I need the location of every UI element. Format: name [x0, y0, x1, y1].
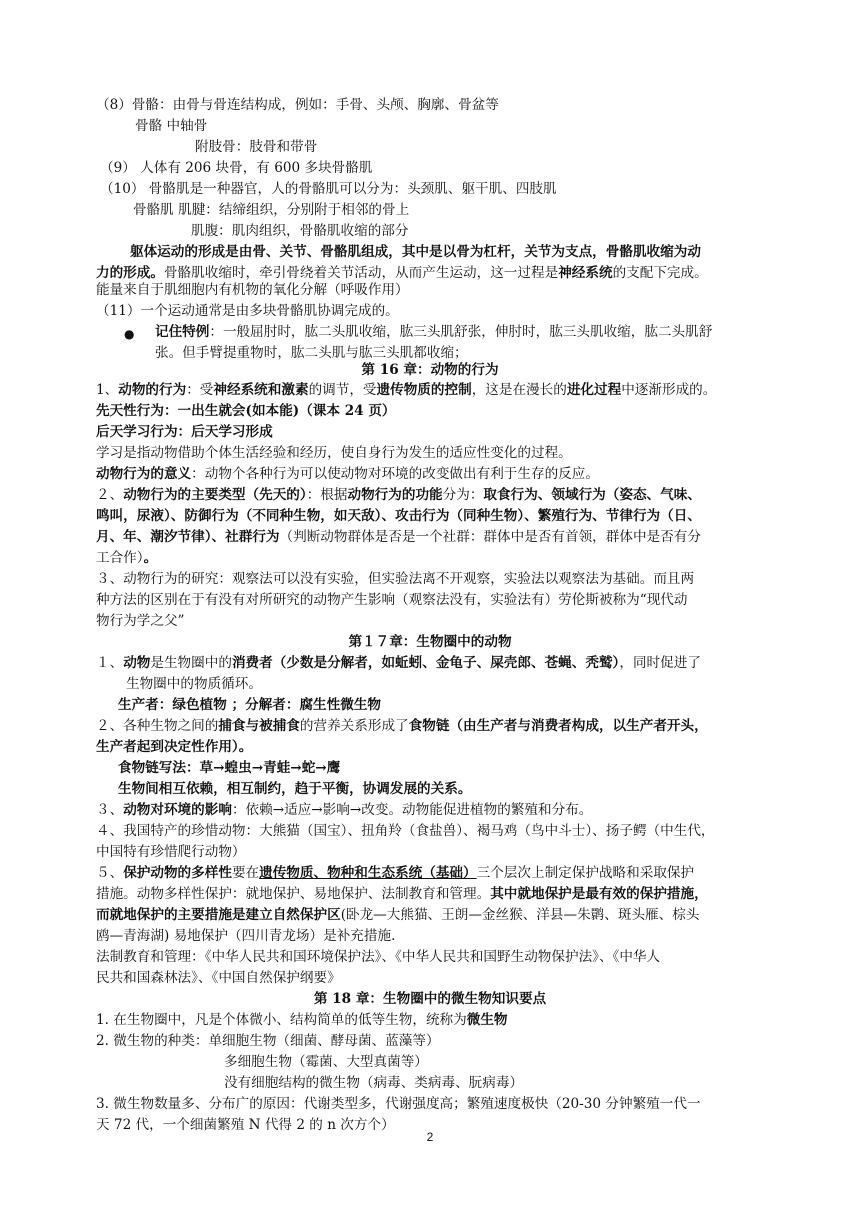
text-run: 肌腹：肌肉组织，骨骼肌收缩的部分: [191, 223, 409, 239]
text-run: 要在: [231, 865, 260, 881]
text-line: [100, 158, 372, 179]
text-line: [96, 716, 708, 737]
text-run: 生产者起到决定性作用）。: [96, 739, 253, 755]
text-line: [96, 95, 499, 116]
text-run: 能量来自于肌细胞内有机物的氧化分解（呼吸作用）: [96, 282, 409, 298]
text-run: 中国特有珍惜爬行动物）: [96, 844, 246, 860]
text-run: 动物行为的意义: [96, 466, 192, 482]
text-run: 学习是指动物借助个体生活经验和经历，使自身行为发生的适应性变化的过程。: [96, 445, 572, 461]
text-run: 多细胞生物（霉菌、大型真菌等）: [224, 1054, 428, 1070]
text-run: 中逐渐形成的。: [621, 382, 717, 398]
text-run: 三个层次上制定保护战略和采取保护: [476, 865, 695, 881]
text-run: 生产者：绿色植物 ；分解者：腐生性微生物: [118, 697, 382, 713]
chapter-heading: [0, 989, 860, 1010]
text-line: [224, 1052, 428, 1073]
text-run: 物行为学之父”: [96, 613, 185, 629]
text-run: （11）一个运动通常是由多块骨骼肌协调完成的。: [96, 303, 399, 319]
text-run: 措施。动物多样性保护：就地保护、易地保护、法制教育和管理。: [96, 886, 491, 902]
text-run: ：根据: [306, 487, 348, 503]
text-line: [96, 464, 599, 485]
text-line: [96, 485, 701, 506]
text-run: 种方法的区别在于有没有对所研究的动物产生影响（观察法没有，实验法有）劳伦斯被称为“现代动: [96, 592, 688, 608]
text-run: ，同时促进了: [619, 655, 701, 671]
text-line: [191, 221, 409, 242]
text-run: 法制教育和管理：《中华人民共和国环境保护法》、《中华人民共和国野生动物保护法》、《中华人: [96, 949, 661, 965]
text-line: [118, 758, 340, 779]
text-line: [96, 863, 694, 884]
bullet-icon: ●: [124, 327, 135, 341]
text-line: [96, 422, 273, 443]
text-run: 捕食与被捕食: [218, 718, 300, 734]
text-run: １、: [96, 655, 124, 671]
text-line: [96, 653, 701, 674]
text-run: 而就地保护的主要措施是建立自然保护区: [96, 907, 341, 923]
text-run: 的支配下完成。: [612, 265, 708, 281]
text-run: 食物链写法：草→蝗虫→青蛙→蛇→鹰: [118, 760, 341, 776]
text-line: [96, 280, 409, 301]
chapter-heading: [0, 632, 860, 653]
text-line: [96, 527, 701, 548]
text-run: 附肢骨：肢骨和带骨: [195, 139, 318, 155]
text-run: ４、我国特产的珍惜动物：大熊猫（国宝）、扭角羚（食盐兽）、褐马鸡（鸟中斗士）、扬子鳄（中生代，: [96, 823, 715, 839]
text-run: 。: [143, 550, 158, 566]
text-line: [96, 1010, 508, 1031]
text-run: 后天学习行为：后天学习形成: [96, 424, 273, 440]
text-run: 第 16 章：动物的行为: [361, 362, 499, 378]
text-line: [96, 905, 699, 926]
text-run: 先天性行为：一出生就会(如本能)（课本 24 页）: [96, 403, 396, 419]
text-run: 动物行为的功能: [347, 487, 443, 503]
text-run: 消费者（少数是分解者，如蚯蚓、金龟子、屎壳郎、苍蝇、秃鹫）: [231, 655, 620, 671]
text-line: [96, 590, 687, 611]
text-run: 月、年、潮汐节律）、社群行为: [96, 529, 280, 545]
text-run: 民共和国森林法》、《中国自然保护纲要》: [96, 970, 341, 986]
chapter-heading: [0, 360, 860, 381]
text-line: [96, 800, 592, 821]
text-line: [96, 611, 185, 632]
text-line: [96, 506, 701, 527]
text-run: ３、: [96, 802, 124, 818]
text-run: 神经系统和激素: [213, 382, 309, 398]
text-line: [96, 301, 399, 322]
text-run: 鸣叫，尿液）、防御行为（不同种生物，如天敌）、攻击行为（同种生物）、繁殖行为、节律行为（日、: [96, 508, 701, 524]
text-line: [96, 1031, 440, 1052]
text-run: ：受: [186, 382, 214, 398]
text-line: [96, 443, 572, 464]
text-line: [96, 569, 694, 590]
text-run: 进化过程: [566, 382, 622, 398]
text-run: 动物行为的主要类型（先天的）: [123, 487, 307, 503]
text-run: 力的形成。: [96, 265, 164, 281]
text-run: ，这是在漫长的: [471, 382, 567, 398]
text-run: 保护动物的多样性: [123, 865, 232, 881]
text-run: 3. 微生物数量多、分布广的原因：代谢类型多，代谢强度高；繁殖速度极快（20-30 分钟繁殖一代一: [96, 1096, 701, 1112]
text-run: 2. 微生物的种类：单细胞生物（细菌、酵母菌、蓝藻等）: [96, 1033, 440, 1049]
text-line: [224, 1073, 523, 1094]
text-line: [96, 1094, 701, 1115]
text-run: 记住特例: [155, 324, 210, 340]
text-line: [96, 548, 157, 569]
text-run: 第 18 章：生物圈中的微生物知识要点: [313, 991, 547, 1007]
text-line: [96, 401, 396, 422]
text-run: 其中就地保护是最有效的保护措施，: [490, 886, 708, 902]
text-run: 动物对环境的影响: [123, 802, 232, 818]
text-run: 1. 在生物圈中，凡是个体微小、结构简单的低等生物，统称为: [96, 1012, 467, 1028]
text-run: ２、各种生物之间的: [96, 718, 219, 734]
text-line: [96, 380, 716, 401]
text-run: （判断动物群体是否是一个社群：群体中是否有首领，群体中是否有分: [279, 529, 701, 545]
text-run: ：依赖→适应→影响→改变。动物能促进植物的繁殖和分布。: [231, 802, 593, 818]
text-run: 张。但手臂提重物时，肱二头肌与肱三头肌都收缩；: [155, 345, 468, 361]
text-run: ：一般屈肘时，肱二头肌收缩，肱三头肌舒张，伸肘时，肱三头肌收缩，肱二头肌舒: [209, 324, 713, 340]
text-run: （10） 骨骼肌是一种器官，人的骨骼肌可以分为：头颈肌、躯干肌、四肢肌: [100, 181, 557, 197]
text-run: 生物圈中的物质循环。: [126, 676, 262, 692]
text-line: [118, 695, 381, 716]
text-run: 生物间相互依赖，相互制约，趋于平衡，协调发展的关系。: [118, 781, 472, 797]
text-line: [96, 737, 252, 758]
text-run: ：动物个各种行为可以使动物对环境的改变做出有利于生存的反应。: [191, 466, 599, 482]
text-run: 第１７章：生物圈中的动物: [348, 634, 512, 650]
text-run: ５、: [96, 865, 124, 881]
text-line: [126, 674, 262, 695]
text-line: [96, 821, 715, 842]
text-run: 取食行为、领域行为（姿态、气味、: [483, 487, 701, 503]
text-line: [96, 842, 246, 863]
text-run: 是生物圈中的: [150, 655, 232, 671]
text-run: 的调节，受: [308, 382, 377, 398]
text-run: ３、动物行为的研究：观察法可以没有实验，但实验法离不开观察，实验法以观察法为基础。而且两: [96, 571, 695, 587]
text-line: [130, 242, 701, 263]
text-run: （9） 人体有 206 块骨，有 600 多块骨骼肌: [100, 160, 373, 176]
text-run: 工合作）: [96, 550, 144, 566]
text-run: 遗传物质、物种和生态系统（基础）: [259, 865, 477, 881]
text-run: （8）骨骼：由骨与骨连结构成，例如：手骨、头颅、胸廓、骨盆等: [96, 97, 499, 113]
text-run: 没有细胞结构的微生物（病毒、类病毒、朊病毒）: [224, 1075, 524, 1091]
text-line: [96, 968, 341, 989]
text-run: 神经系统: [558, 265, 613, 281]
text-run: (卧龙—大熊猫、王朗—金丝猴、洋县—朱鹮、斑头雁、棕头: [340, 907, 700, 923]
text-run: 1、: [96, 382, 119, 398]
text-run: 微生物: [466, 1012, 508, 1028]
text-line: [96, 947, 660, 968]
text-run: 分为：: [442, 487, 484, 503]
text-line: [96, 926, 395, 947]
text-line: [155, 322, 712, 343]
page-number: 2: [426, 1130, 434, 1144]
text-run: ２、: [96, 487, 124, 503]
text-run: 遗传物质的控制: [376, 382, 472, 398]
text-run: 动物的行为: [118, 382, 187, 398]
text-run: 食物链（由生产者与消费者构成，以生产者开头，: [408, 718, 708, 734]
text-line: [100, 179, 557, 200]
text-line: [133, 200, 409, 221]
text-run: 骨骼肌 肌腱：结缔组织，分别附于相邻的骨上: [133, 202, 410, 218]
text-run: 的营养关系形成了: [299, 718, 409, 734]
text-line: [118, 779, 471, 800]
text-run: 动物: [123, 655, 151, 671]
text-run: 天 72 代，一个细菌繁殖 N 代得 2 的 n 次方个）: [96, 1117, 395, 1133]
text-run: 鸥—青海湖) 易地保护（四川青龙场）是补充措施.: [96, 928, 396, 944]
text-line: [96, 884, 708, 905]
text-line: [135, 116, 207, 137]
text-run: 躯体运动的形成是由骨、关节、骨骼肌组成，其中是以骨为杠杆，关节为支点，骨骼肌收缩为动: [130, 244, 701, 260]
text-run: 骨骼肌收缩时，牵引骨绕着关节活动，从而产生运动，这一过程是: [163, 265, 559, 281]
text-run: 骨骼 中轴骨: [135, 118, 208, 134]
text-line: [195, 137, 317, 158]
